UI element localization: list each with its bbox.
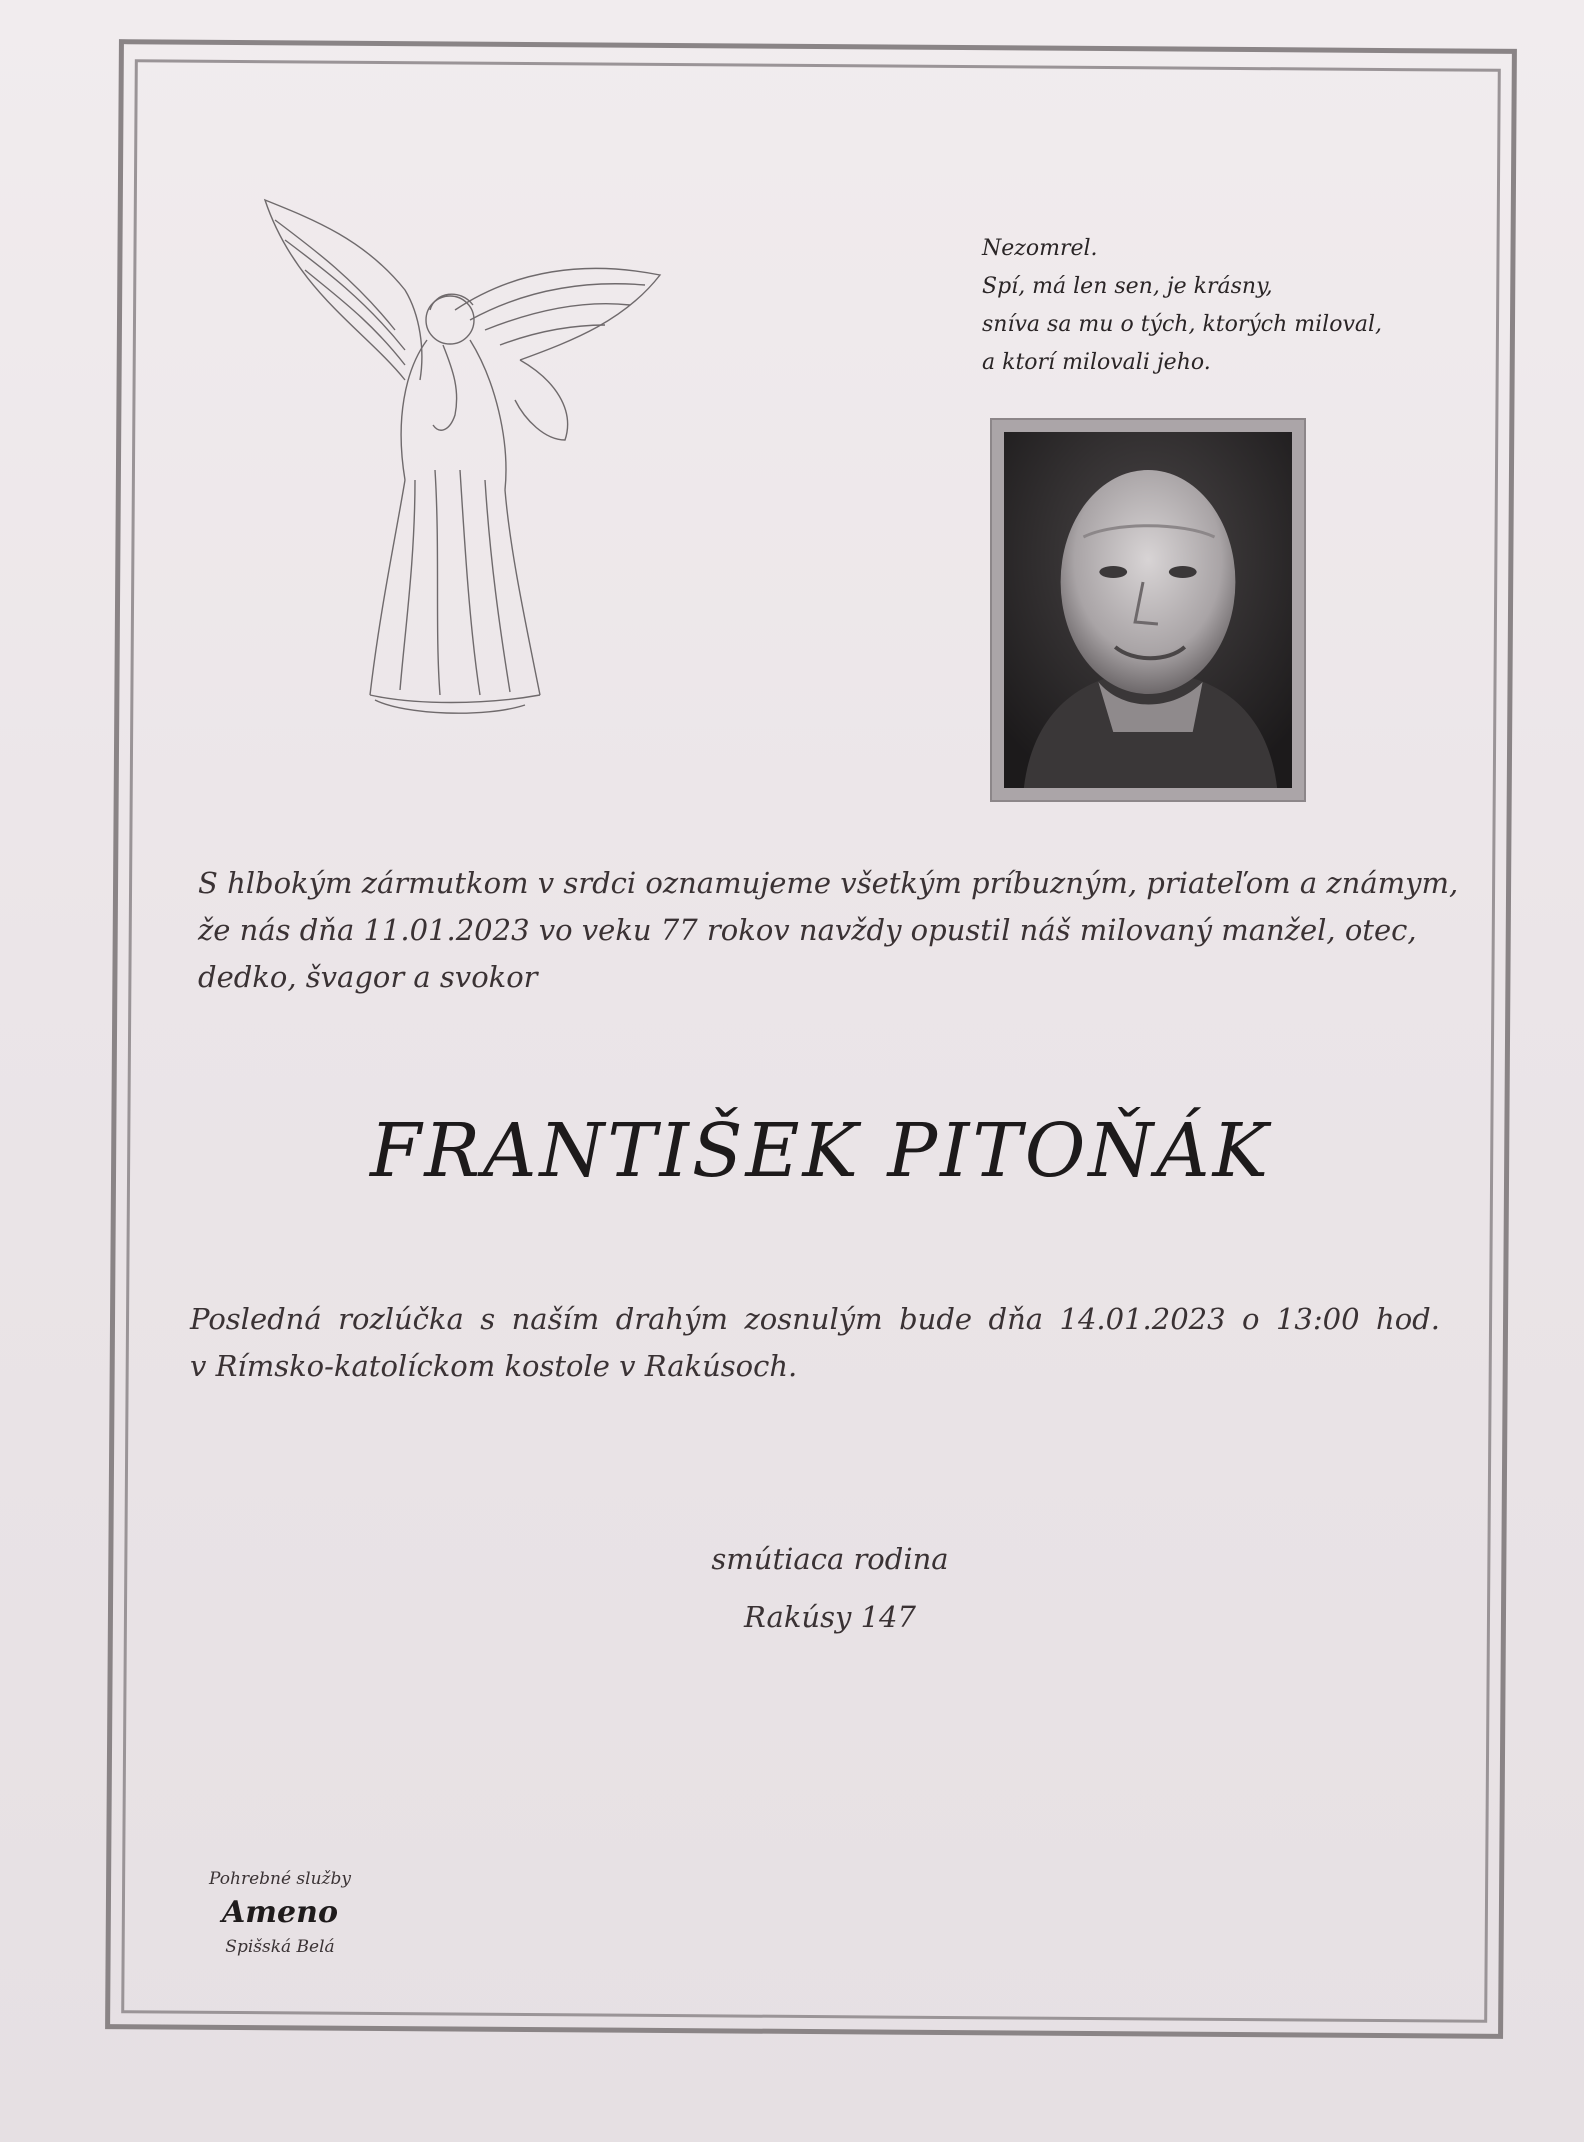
- farewell-line-1: [190, 1296, 1440, 1343]
- signature-family: smútiaca rodina: [711, 1542, 949, 1576]
- portrait-frame: [990, 418, 1306, 802]
- farewell-word: bude: [899, 1302, 973, 1336]
- farewell-word: dňa: [988, 1302, 1044, 1336]
- poem-line: Nezomrel.: [982, 236, 1098, 261]
- farewell-word: 13:00: [1275, 1302, 1360, 1336]
- farewell-word: o: [1242, 1302, 1260, 1336]
- funeral-service-brand: Ameno: [222, 1895, 338, 1930]
- poem-line: Spí, má len sen, je krásny,: [982, 274, 1273, 299]
- announcement-line: že nás dňa 11.01.2023 vo veku 77 rokov navždy opustil náš milovaný manžel, otec,: [198, 913, 1417, 947]
- farewell-word: s: [480, 1302, 496, 1336]
- funeral-service-town: Spišská Belá: [225, 1937, 335, 1957]
- announcement-line: S hlbokým zármutkom v srdci oznamujeme všetkým príbuzným, priateľom a známym,: [198, 866, 1459, 900]
- farewell-word: hod.: [1376, 1302, 1440, 1336]
- farewell-word: rozlúčka: [338, 1302, 464, 1336]
- poem-line: a ktorí milovali jeho.: [982, 350, 1211, 375]
- farewell-word: 14.01.2023: [1059, 1302, 1226, 1336]
- farewell-line-2: v Rímsko-katolíckom kostole v Rakúsoch.: [190, 1349, 798, 1383]
- announcement-line: dedko, švagor a svokor: [198, 960, 538, 994]
- farewell-text: [190, 1296, 1440, 1390]
- funeral-service-label: Pohrebné služby: [209, 1869, 351, 1889]
- deceased-name: FRANTIŠEK PITOŇÁK: [370, 1108, 1271, 1194]
- angel-illustration: [255, 180, 675, 725]
- signature-address: Rakúsy 147: [744, 1600, 916, 1634]
- farewell-word: naším: [511, 1302, 600, 1336]
- signature-block: [600, 1530, 1060, 1646]
- farewell-word: zosnulým: [744, 1302, 883, 1336]
- memorial-poem: [982, 230, 1442, 382]
- announcement-text: [198, 860, 1459, 1001]
- farewell-word: drahým: [615, 1302, 728, 1336]
- funeral-service-logo: [160, 1866, 400, 1960]
- poem-line: sníva sa mu o tých, ktorých miloval,: [982, 312, 1383, 337]
- portrait-photo: [1004, 432, 1292, 788]
- farewell-word: Posledná: [190, 1302, 322, 1336]
